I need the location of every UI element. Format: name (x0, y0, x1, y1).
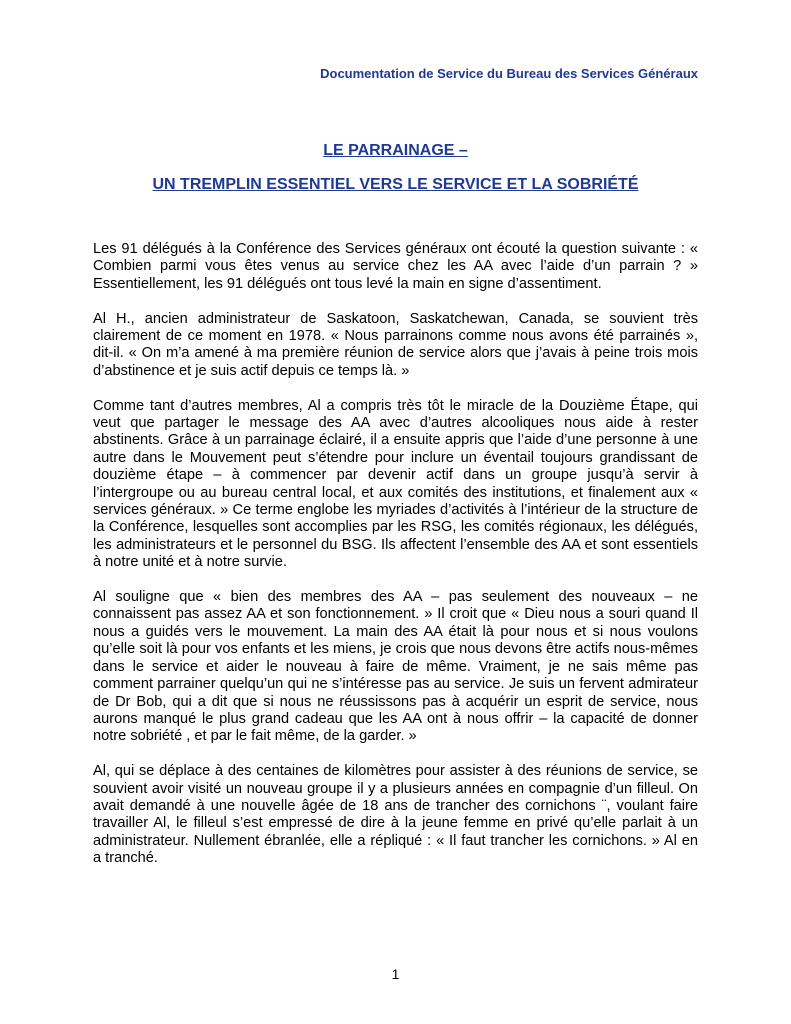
document-body (93, 241, 698, 885)
paragraph-1: Les 91 délégués à la Conférence des Services généraux ont écouté la question suivante : « Combien parmi vous êtes venus au service chez les AA avec l’aide d’un parrain ? » Essentiellement, les 91 délégués ont tous levé la main en signe d’assentiment. (93, 241, 698, 292)
title-line-2: UN TREMPLIN ESSENTIEL VERS LE SERVICE ET LA SOBRIÉTÉ (152, 176, 639, 193)
document-header: Documentation de Service du Bureau des Services Généraux (320, 66, 698, 81)
document-title (0, 141, 791, 195)
paragraph-5: Al, qui se déplace à des centaines de kilomètres pour assister à des réunions de service, se souvient avoir visité un nouveau groupe il y a plusieurs années en compagnie d’un filleul. On avait demandé à une nouvelle âgée de 18 ans de trancher des cornichons ¨, voulant faire travailler Al, le filleul s’est empressé de dire à la jeune femme en privé qu’elle parlait à un administrateur. Nullement ébranlée, elle a répliqué : « Il faut trancher les cornichons. » Al en a tranché. (93, 763, 698, 867)
title-line-1: LE PARRAINAGE – (323, 142, 468, 159)
paragraph-2: Al H., ancien administrateur de Saskatoon, Saskatchewan, Canada, se souvient très clairement de ce moment en 1978. « Nous parrainons comme nous avons été parrainés », dit-il. « On m’a amené à ma première réunion de service alors que j’avais à peine trois mois d’abstinence et je suis actif depuis ce temps là. » (93, 310, 698, 379)
paragraph-3: Comme tant d’autres membres, Al a compris très tôt le miracle de la Douzième Étape, qui veut que partager le message des AA avec d’autres alcooliques nous aide à rester abstinents. Grâce à un parrainage éclairé, il a ensuite appris que l’aide d’une personne à une autre dans le Mouvement peut s’étendre pour inclure un éventail toujours grandissant de douzième étape – à commencer par devenir actif dans un groupe jusqu’à servir à l’intergroupe ou au bureau central local, et aux comités des institutions, et finalement aux « services généraux. » Ce terme englobe les myriades d’activités à l’intérieur de la structure de la Conférence, lesquelles sont accomplies par les RSG, les comités régionaux, les délégués, les administrateurs et le personnel du BSG. Ils affectent l’ensemble des AA et sont essentiels à notre unité et à notre survie. (93, 397, 698, 571)
paragraph-4: Al souligne que « bien des membres des AA – pas seulement des nouveaux – ne connaissent pas assez AA et son fonctionnement. » Il croit que « Dieu nous a souri quand Il nous a guidés vers le mouvement. La main des AA était là pour nous et si nous voulons qu’elle soit là pour vos enfants et les miens, je crois que nous devons être actifs nous-mêmes dans le service et aider le nouveau à faire de même. Vraiment, je ne sais même pas comment parrainer quelqu’un qui ne s’intéresse pas au service. Je suis un fervent admirateur de Dr Bob, qui a dit que si nous ne réussissons pas à acquérir un esprit de service, nous aurons manqué le plus grand cadeau que les AA ont à nous offrir – la capacité de donner notre sobriété , et par le fait même, de la garder. » (93, 589, 698, 745)
page-number: 1 (391, 966, 400, 982)
